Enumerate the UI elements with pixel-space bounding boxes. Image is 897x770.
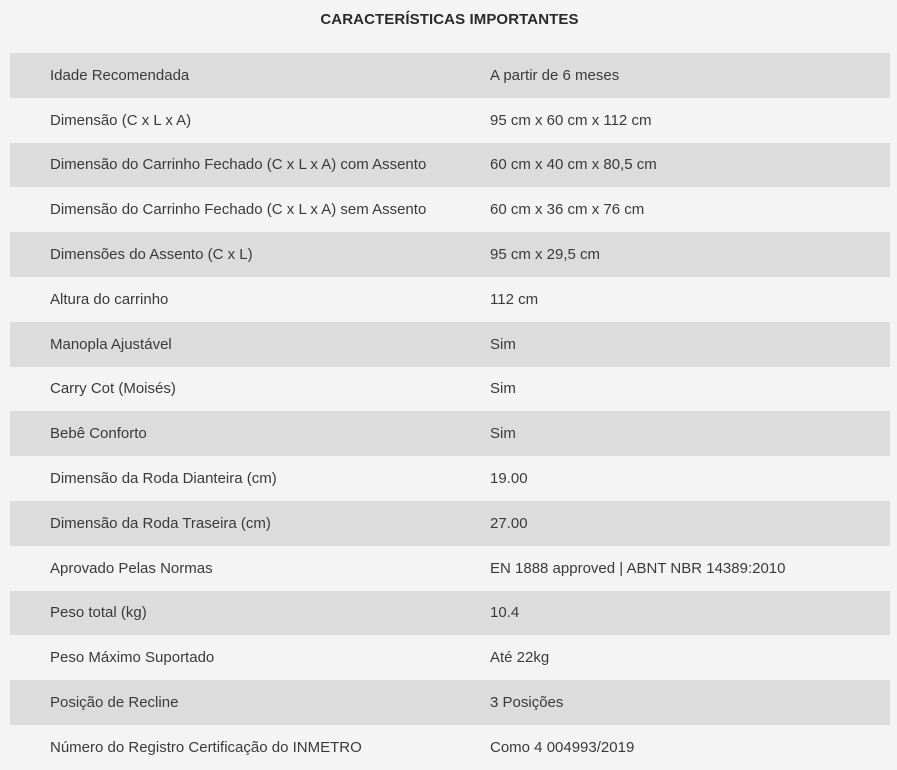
table-row	[10, 591, 890, 636]
table-row	[10, 98, 890, 143]
table-row	[10, 277, 890, 322]
table-row	[10, 635, 890, 680]
spec-value: 10.4	[490, 604, 520, 622]
spec-value: A partir de 6 meses	[490, 66, 620, 84]
spec-label: Posição de Recline	[50, 694, 179, 712]
specifications-table	[10, 53, 890, 770]
spec-label: Carry Cot (Moisés)	[50, 380, 176, 398]
spec-label: Aprovado Pelas Normas	[50, 559, 213, 577]
spec-value: 3 Posições	[490, 694, 564, 712]
spec-label: Dimensão da Roda Dianteira (cm)	[50, 470, 277, 488]
spec-label: Dimensão do Carrinho Fechado (C x L x A) com Assento	[50, 156, 427, 174]
table-row	[10, 232, 890, 277]
spec-label: Manopla Ajustável	[50, 335, 172, 353]
spec-label: Altura do carrinho	[50, 290, 169, 308]
table-row	[10, 680, 890, 725]
table-row	[10, 322, 890, 367]
spec-value: 60 cm x 36 cm x 76 cm	[490, 201, 645, 219]
spec-value: Como 4 004993/2019	[490, 738, 635, 756]
spec-value: Sim	[490, 380, 516, 398]
spec-label: Dimensão da Roda Traseira (cm)	[50, 514, 271, 532]
spec-label: Idade Recomendada	[50, 66, 190, 84]
table-row	[10, 53, 890, 98]
table-row	[10, 501, 890, 546]
spec-value: 112 cm	[490, 290, 539, 308]
spec-value: Até 22kg	[490, 649, 550, 667]
spec-label: Dimensão (C x L x A)	[50, 111, 192, 129]
spec-value: EN 1888 approved | ABNT NBR 14389:2010	[490, 559, 786, 577]
section-title: CARACTERÍSTICAS IMPORTANTES	[320, 11, 579, 28]
spec-value: 95 cm x 29,5 cm	[490, 246, 601, 264]
spec-label: Dimensões do Assento (C x L)	[50, 246, 253, 264]
spec-value: 95 cm x 60 cm x 112 cm	[490, 111, 652, 129]
spec-value: 60 cm x 40 cm x 80,5 cm	[490, 156, 657, 174]
spec-label: Peso total (kg)	[50, 604, 147, 622]
spec-label: Número do Registro Certificação do INMETRO	[50, 738, 362, 756]
table-row	[10, 411, 890, 456]
spec-value: Sim	[490, 335, 516, 353]
spec-label: Bebê Conforto	[50, 425, 147, 443]
spec-label: Dimensão do Carrinho Fechado (C x L x A) sem Assento	[50, 201, 427, 219]
table-row	[10, 143, 890, 188]
spec-value: 27.00	[490, 514, 528, 532]
spec-value: Sim	[490, 425, 516, 443]
spec-label: Peso Máximo Suportado	[50, 649, 215, 667]
table-row	[10, 725, 890, 770]
table-row	[10, 456, 890, 501]
spec-value: 19.00	[490, 470, 528, 488]
table-row	[10, 546, 890, 591]
table-row	[10, 187, 890, 232]
table-row	[10, 367, 890, 412]
